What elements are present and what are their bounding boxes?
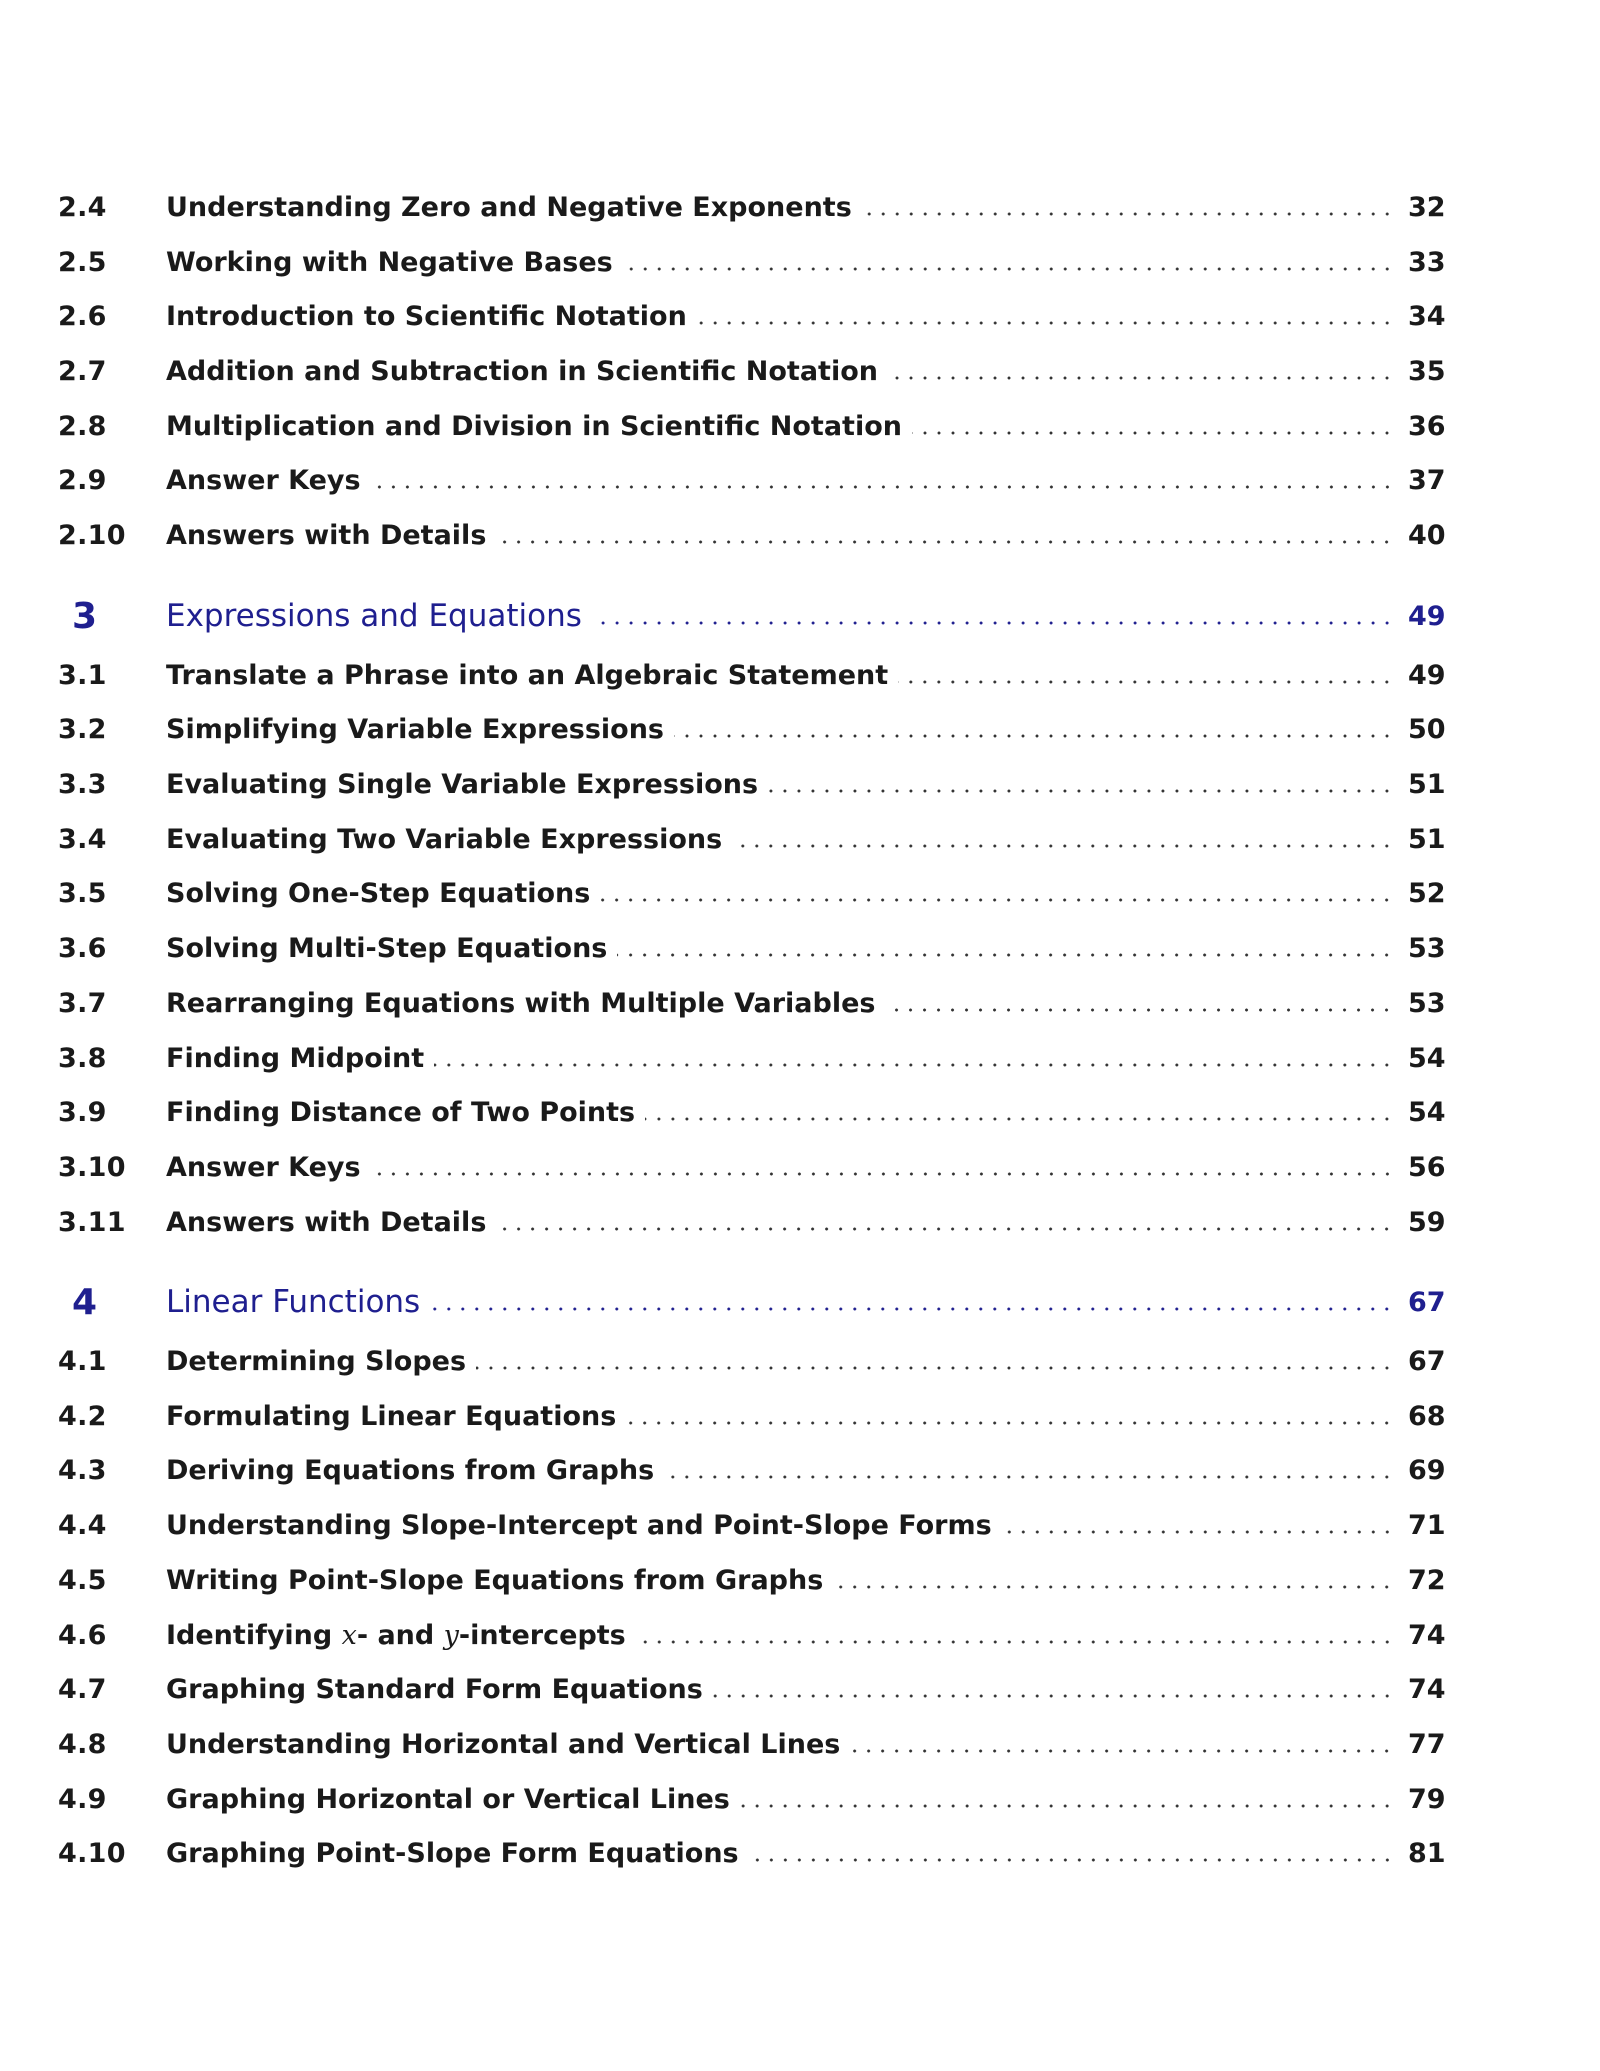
toc-section-entry[interactable] [58, 1396, 1446, 1436]
toc-section-entry[interactable] [58, 1505, 1446, 1545]
toc-entry-title: Finding Midpoint [166, 1042, 425, 1074]
toc-section-entry[interactable] [58, 819, 1446, 859]
toc-entry-title: Graphing Point-Slope Form Equations [166, 1837, 739, 1869]
toc-section-entry[interactable] [58, 187, 1446, 227]
toc-section-entry[interactable] [58, 764, 1446, 804]
dot-leader [697, 320, 1394, 326]
toc-entry-title: Formulating Linear Equations [166, 1400, 617, 1432]
dot-leader [496, 1226, 1394, 1232]
toc-entry-title: Translate a Phrase into an Algebraic Statement [166, 659, 889, 691]
toc-section-entry[interactable] [58, 515, 1446, 555]
dot-leader [623, 266, 1394, 272]
dot-leader [833, 1584, 1394, 1590]
toc-entry-number: 4.5 [58, 1564, 107, 1596]
toc-entry-page-number: 71 [1408, 1509, 1446, 1541]
dot-leader [617, 952, 1394, 958]
toc-section-entry[interactable] [58, 1724, 1446, 1764]
toc-entry-page-number: 34 [1408, 300, 1446, 332]
toc-entry-page-number: 79 [1408, 1783, 1446, 1815]
toc-entry-page-number: 69 [1408, 1454, 1446, 1486]
toc-section-entry[interactable] [58, 242, 1446, 282]
toc-entry-title: Evaluating Single Variable Expressions [166, 768, 759, 800]
dot-leader [674, 733, 1394, 739]
toc-entry-page-number: 67 [1408, 1286, 1446, 1318]
dot-leader [434, 1062, 1394, 1068]
dot-leader [850, 1748, 1394, 1754]
dot-leader [888, 375, 1394, 381]
toc-entry-page-number: 33 [1408, 246, 1446, 278]
toc-entry-page-number: 52 [1408, 877, 1446, 909]
toc-entry-title: Identifying x- and y-intercepts [166, 1619, 626, 1651]
toc-entry-number: 4.8 [58, 1728, 107, 1760]
toc-entry-number: 3.5 [58, 877, 107, 909]
toc-entry-page-number: 56 [1408, 1151, 1446, 1183]
toc-section-entry[interactable] [58, 928, 1446, 968]
toc-entry-number: 3.6 [58, 932, 107, 964]
dot-leader [740, 1803, 1394, 1809]
toc-chapter-entry[interactable] [58, 595, 1446, 637]
toc-section-entry[interactable] [58, 1669, 1446, 1709]
dot-leader [371, 484, 1394, 490]
toc-section-entry[interactable] [58, 983, 1446, 1023]
toc-entry-number: 4.10 [58, 1837, 126, 1869]
toc-section-entry[interactable] [58, 460, 1446, 500]
toc-entry-number: 2.5 [58, 246, 107, 278]
toc-entry-page-number: 50 [1408, 713, 1446, 745]
dot-leader [636, 1639, 1394, 1645]
dot-leader [732, 843, 1394, 849]
toc-entry-page-number: 37 [1408, 464, 1446, 496]
toc-entry-page-number: 49 [1408, 600, 1446, 632]
toc-section-entry[interactable] [58, 1341, 1446, 1381]
dot-leader [645, 1116, 1394, 1122]
toc-entry-page-number: 54 [1408, 1096, 1446, 1128]
toc-entry-page-number: 49 [1408, 659, 1446, 691]
toc-section-entry[interactable] [58, 1615, 1446, 1655]
dot-leader [430, 1306, 1394, 1312]
toc-section-entry[interactable] [58, 1560, 1446, 1600]
toc-entry-page-number: 74 [1408, 1619, 1446, 1651]
toc-entry-page-number: 77 [1408, 1728, 1446, 1760]
toc-section-entry[interactable] [58, 1779, 1446, 1819]
toc-entry-number: 4.4 [58, 1509, 107, 1541]
dot-leader [664, 1474, 1394, 1480]
toc-entry-page-number: 53 [1408, 932, 1446, 964]
toc-entry-page-number: 40 [1408, 519, 1446, 551]
dot-leader [885, 1007, 1394, 1013]
toc-entry-page-number: 36 [1408, 410, 1446, 442]
toc-section-entry[interactable] [58, 1202, 1446, 1242]
toc-entry-number: 3.9 [58, 1096, 107, 1128]
toc-entry-page-number: 53 [1408, 987, 1446, 1019]
toc-entry-title: Deriving Equations from Graphs [166, 1454, 655, 1486]
toc-entry-title: Answer Keys [166, 464, 361, 496]
toc-entry-number: 4.3 [58, 1454, 107, 1486]
dot-leader [912, 430, 1394, 436]
toc-entry-page-number: 59 [1408, 1206, 1446, 1238]
toc-section-entry[interactable] [58, 296, 1446, 336]
toc-entry-title: Introduction to Scientific Notation [166, 300, 687, 332]
dot-leader [862, 211, 1394, 217]
toc-section-entry[interactable] [58, 873, 1446, 913]
dot-leader [713, 1693, 1394, 1699]
toc-entry-title: Working with Negative Bases [166, 246, 613, 278]
dot-leader [768, 788, 1394, 794]
toc-entry-page-number: 81 [1408, 1837, 1446, 1869]
toc-entry-page-number: 67 [1408, 1345, 1446, 1377]
toc-entry-number: 2.7 [58, 355, 107, 387]
toc-entry-number: 4.2 [58, 1400, 107, 1432]
toc-entry-title: Answers with Details [166, 1206, 487, 1238]
toc-entry-page-number: 35 [1408, 355, 1446, 387]
toc-entry-title: Multiplication and Division in Scientific Notation [166, 410, 902, 442]
toc-entry-title: Solving Multi-Step Equations [166, 932, 608, 964]
toc-entry-number: 3.7 [58, 987, 107, 1019]
toc-entry-number: 2.10 [58, 519, 126, 551]
toc-section-entry[interactable] [58, 1147, 1446, 1187]
toc-entry-page-number: 68 [1408, 1400, 1446, 1432]
toc-entry-number: 3.1 [58, 659, 107, 691]
dot-leader [496, 539, 1394, 545]
toc-entry-title: Evaluating Two Variable Expressions [166, 823, 723, 855]
toc-entry-number: 3.2 [58, 713, 107, 745]
dot-leader [898, 679, 1394, 685]
toc-entry-page-number: 72 [1408, 1564, 1446, 1596]
toc-entry-title: Linear Functions [166, 1284, 421, 1320]
toc-entry-number: 3 [72, 595, 98, 637]
toc-entry-title: Simplifying Variable Expressions [166, 713, 664, 745]
dot-leader [476, 1365, 1394, 1371]
toc-entry-title: Understanding Slope-Intercept and Point-Slope Forms [166, 1509, 992, 1541]
toc-entry-title: Expressions and Equations [166, 598, 582, 634]
toc-entry-number: 2.6 [58, 300, 107, 332]
toc-entry-page-number: 54 [1408, 1042, 1446, 1074]
toc-entry-number: 3.10 [58, 1151, 126, 1183]
toc-entry-title: Understanding Zero and Negative Exponents [166, 191, 852, 223]
toc-entry-number: 3.4 [58, 823, 107, 855]
toc-entry-title: Addition and Subtraction in Scientific Notation [166, 355, 878, 387]
toc-entry-page-number: 74 [1408, 1673, 1446, 1705]
dot-leader [1002, 1529, 1394, 1535]
toc-chapter-entry[interactable] [58, 1281, 1446, 1323]
toc-entry-number: 3.8 [58, 1042, 107, 1074]
toc-section-entry[interactable] [58, 709, 1446, 749]
toc-entry-number: 3.3 [58, 768, 107, 800]
dot-leader [626, 1420, 1394, 1426]
toc-section-entry[interactable] [58, 351, 1446, 391]
toc-section-entry[interactable] [58, 1038, 1446, 1078]
dot-leader [592, 620, 1394, 626]
toc-entry-title: Answer Keys [166, 1151, 361, 1183]
toc-entry-page-number: 51 [1408, 823, 1446, 855]
toc-entry-title: Answers with Details [166, 519, 487, 551]
toc-entry-title: Rearranging Equations with Multiple Variables [166, 987, 876, 1019]
toc-entry-number: 4.7 [58, 1673, 107, 1705]
toc-entry-number: 2.9 [58, 464, 107, 496]
toc-section-entry[interactable] [58, 655, 1446, 695]
toc-entry-title: Determining Slopes [166, 1345, 467, 1377]
toc-entry-page-number: 51 [1408, 768, 1446, 800]
toc-entry-number: 4.1 [58, 1345, 107, 1377]
toc-section-entry[interactable] [58, 1833, 1446, 1873]
toc-entry-number: 4 [72, 1281, 98, 1323]
toc-entry-number: 4.9 [58, 1783, 107, 1815]
toc-section-entry[interactable] [58, 406, 1446, 446]
dot-leader [749, 1857, 1394, 1863]
toc-entry-page-number: 32 [1408, 191, 1446, 223]
toc-entry-number: 2.4 [58, 191, 107, 223]
toc-entry-title: Solving One-Step Equations [166, 877, 591, 909]
toc-section-entry[interactable] [58, 1450, 1446, 1490]
toc-entry-title: Graphing Standard Form Equations [166, 1673, 703, 1705]
toc-entry-title: Graphing Horizontal or Vertical Lines [166, 1783, 730, 1815]
toc-entry-number: 4.6 [58, 1619, 107, 1651]
toc-entry-title: Finding Distance of Two Points [166, 1096, 636, 1128]
toc-entry-number: 2.8 [58, 410, 107, 442]
dot-leader [600, 897, 1394, 903]
toc-entry-number: 3.11 [58, 1206, 126, 1238]
toc-section-entry[interactable] [58, 1092, 1446, 1132]
toc-entry-title: Understanding Horizontal and Vertical Lines [166, 1728, 841, 1760]
toc-entry-title: Writing Point-Slope Equations from Graphs [166, 1564, 824, 1596]
dot-leader [371, 1171, 1394, 1177]
